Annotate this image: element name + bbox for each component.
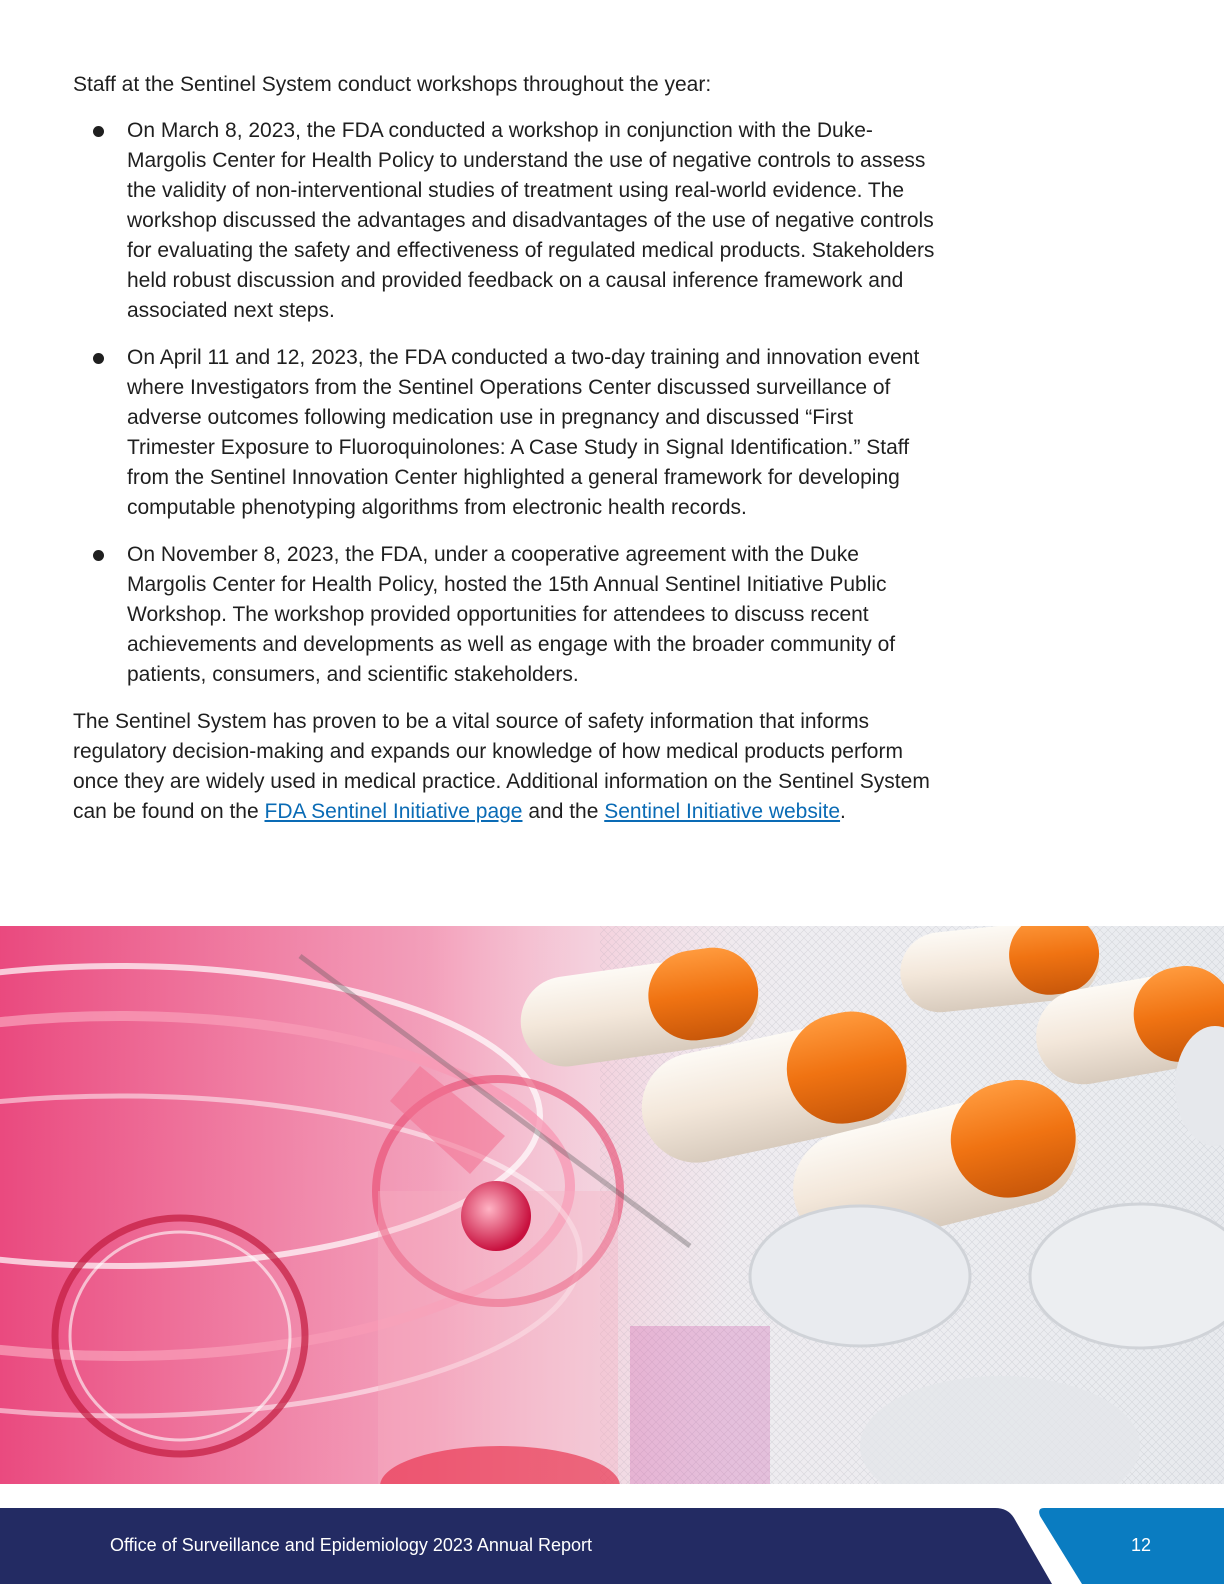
- lab-and-capsules-photo: [0, 926, 1224, 1484]
- closing-text-middle: and the: [522, 800, 605, 823]
- list-item-text: On April 11 and 12, 2023, the FDA conducted a two-day training and innovation event where Investigators from the Sentinel Operations Center discussed surveillance of adverse outcomes following medication use in pregnancy and discussed “First Trimester Exposure to Fluoroquinolones: A Case Study in Signal Identification.” Staff from the Sentinel Innovation Center highlighted a general framework for developing computable phenotyping algorithms from electronic health records.: [127, 346, 920, 519]
- closing-paragraph: [73, 707, 943, 827]
- list-item: [73, 540, 943, 690]
- list-item: [73, 116, 943, 326]
- footer-title: Office of Surveillance and Epidemiology 2023 Annual Report: [110, 1535, 592, 1555]
- list-item: [73, 343, 943, 523]
- bullet-icon: [93, 126, 104, 137]
- bullet-icon: [93, 550, 104, 561]
- photo-illustration: [0, 926, 1224, 1484]
- list-item-text: On November 8, 2023, the FDA, under a cooperative agreement with the Duke Margolis Center for Health Policy, hosted the 15th Annual Sentinel Initiative Public Workshop. The workshop provided opportunities for attendees to discuss recent achievements and developments as well as engage with the broader community of patients, consumers, and scientific stakeholders.: [127, 543, 896, 686]
- bullet-icon: [93, 353, 104, 364]
- intro-paragraph: Staff at the Sentinel System conduct workshops throughout the year:: [73, 73, 712, 96]
- page-number: 12: [1131, 1535, 1152, 1555]
- page-footer: [0, 1508, 1224, 1584]
- closing-text-end: .: [840, 800, 846, 823]
- fda-sentinel-initiative-link[interactable]: FDA Sentinel Initiative page: [264, 800, 523, 823]
- main-content: [73, 70, 943, 827]
- workshop-list: [73, 116, 943, 690]
- list-item-text: On March 8, 2023, the FDA conducted a workshop in conjunction with the Duke-Margolis Center for Health Policy to understand the use of negative controls to assess the validity of non-interventional studies of treatment using real-world evidence. The workshop discussed the advantages and disadvantages of the use of negative controls for evaluating the safety and effectiveness of regulated medical products. Stakeholders held robust discussion and provided feedback on a causal inference framework and associated next steps.: [127, 119, 935, 322]
- closing-text: The Sentinel System has proven to be a vital source of safety information that informs regulatory decision-making and expands our knowledge of how medical products perform once they are widely used in medical practice. Additional information on the Sentinel System can be found on the: [73, 710, 930, 823]
- sentinel-initiative-website-link[interactable]: Sentinel Initiative website: [604, 800, 841, 823]
